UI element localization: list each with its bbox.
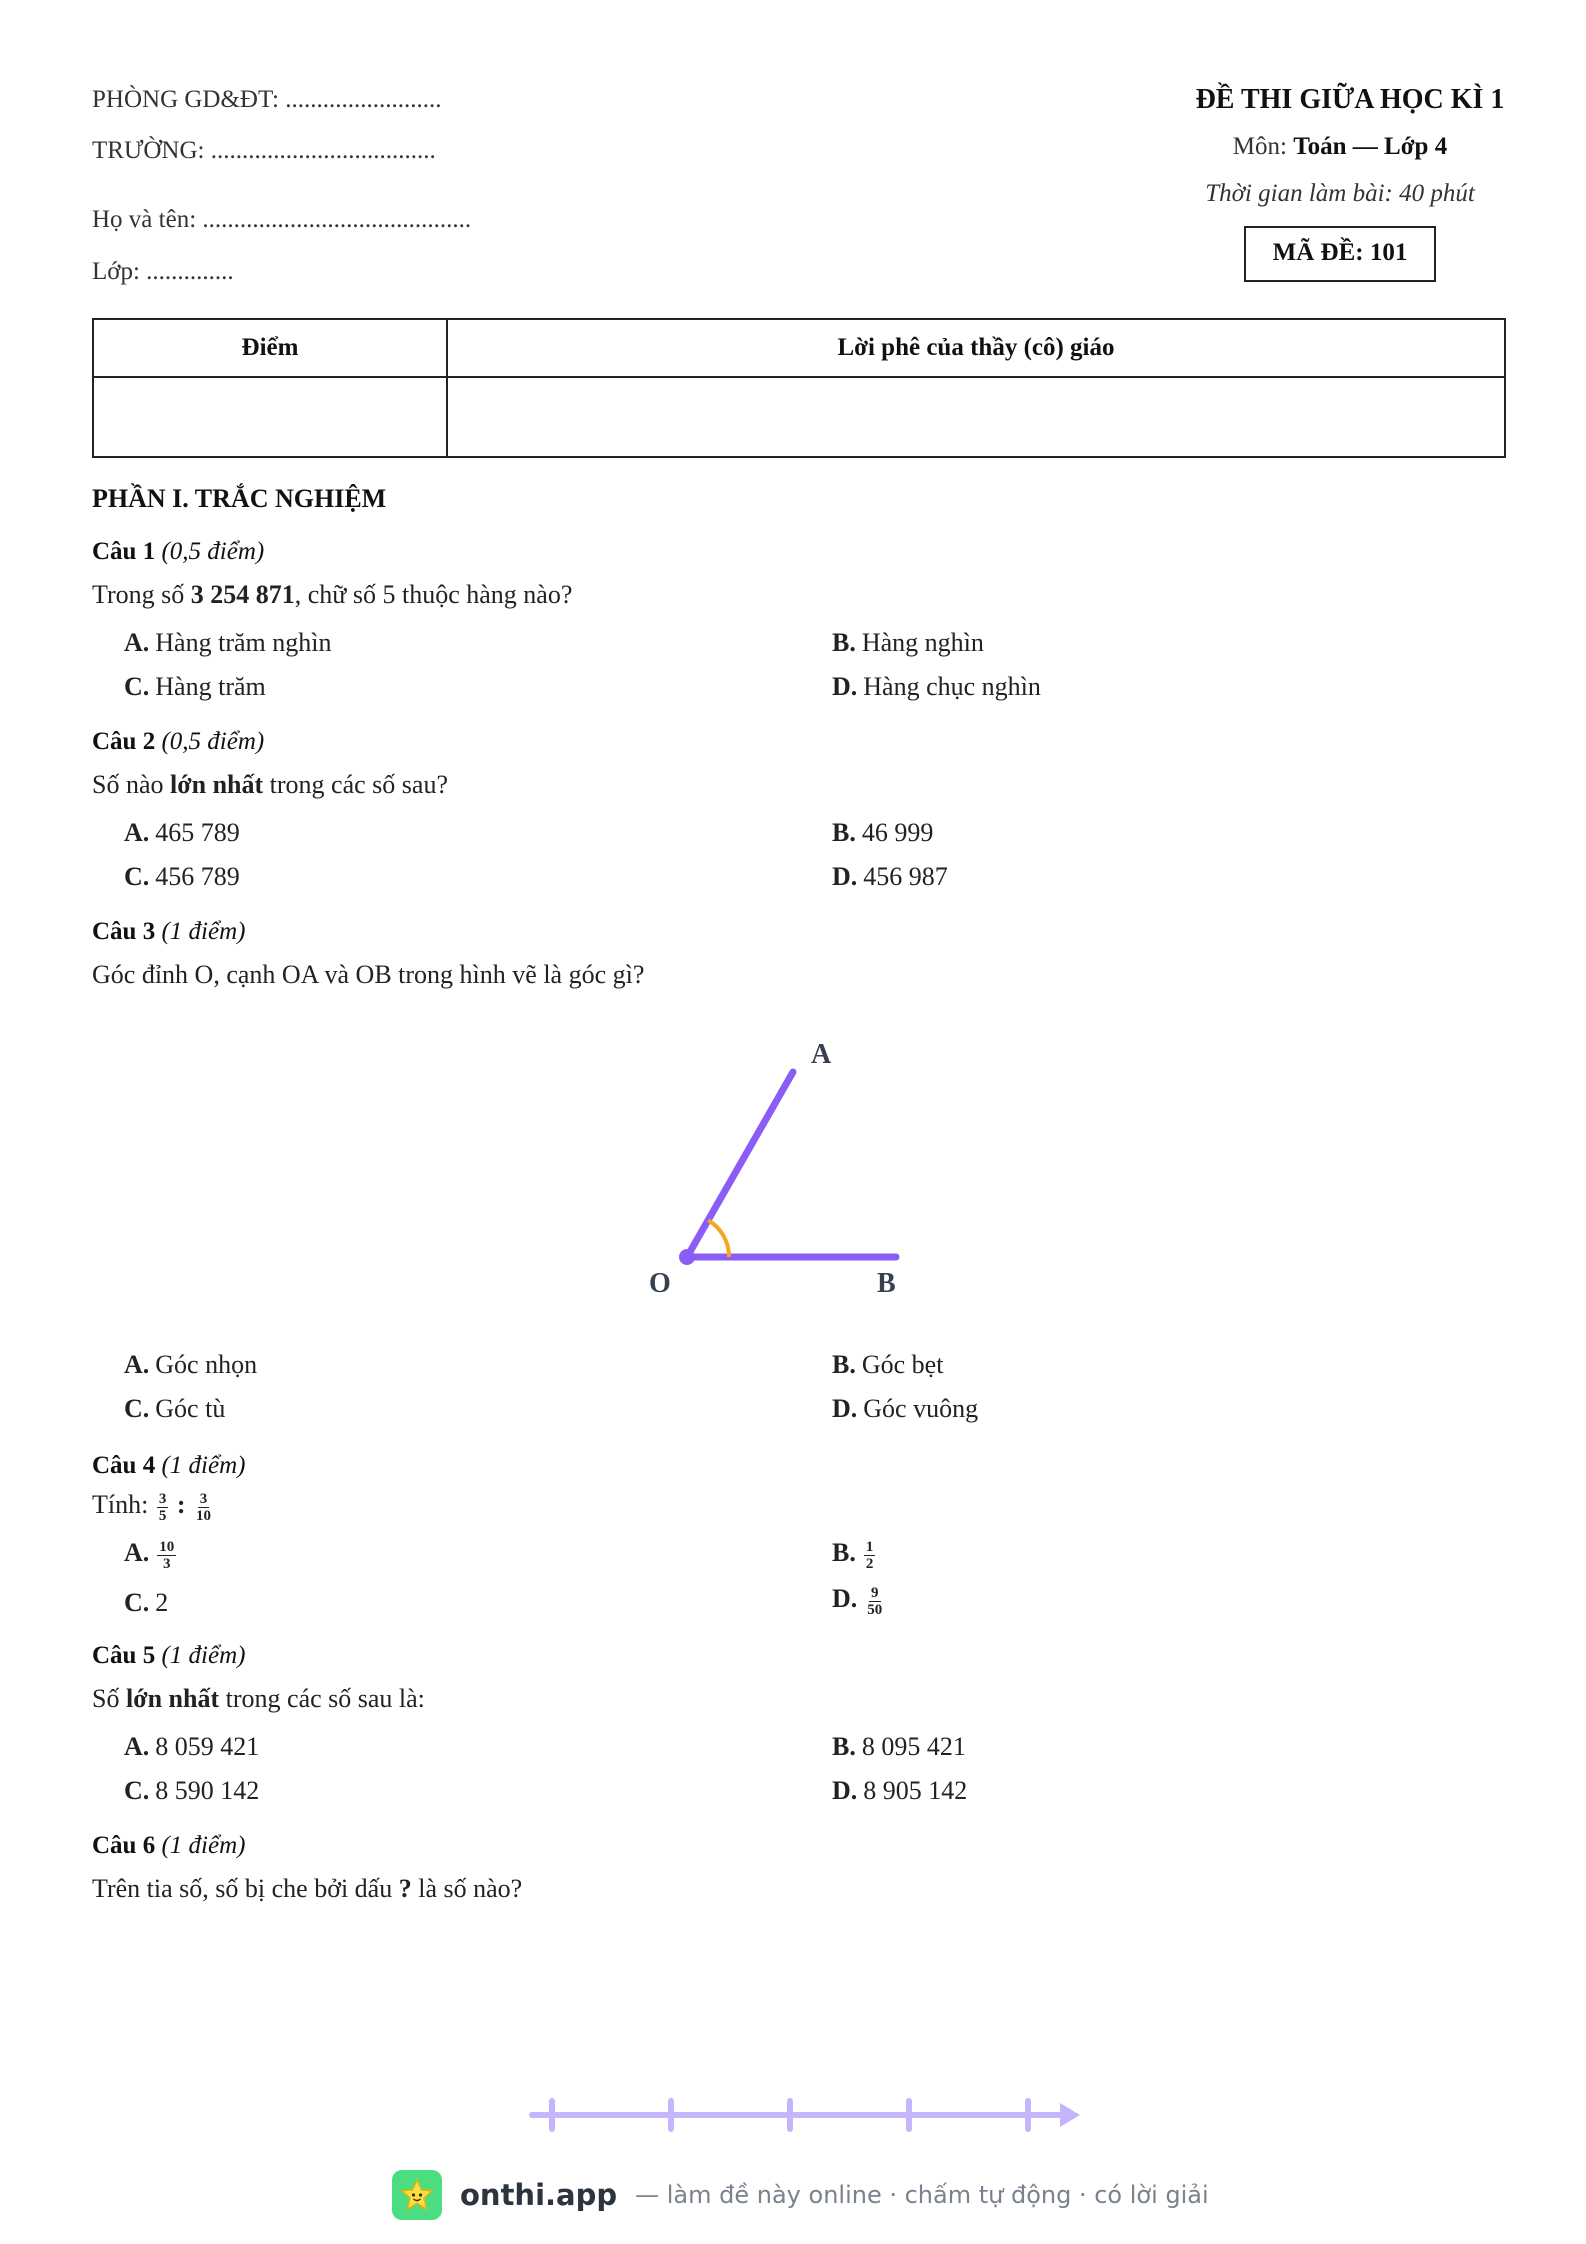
q1-text-post: , chữ số 5 thuộc hàng nào? xyxy=(294,580,573,609)
exam-title-wrap xyxy=(1100,84,1586,116)
q3-option-a-text: Góc nhọn xyxy=(155,1350,258,1379)
q4-option-b-fraction xyxy=(864,1539,876,1572)
q6-text-pre: Trên tia số, số bị che bởi dấu xyxy=(92,1874,399,1903)
lop-field: Lớp: .............. xyxy=(92,258,234,285)
q5-text-pre: Số xyxy=(92,1684,126,1713)
ray-oa xyxy=(687,1072,793,1257)
q2-option-a-text: 465 789 xyxy=(155,818,240,847)
phong-gd-field: PHÒNG GD&ĐT: ......................... xyxy=(92,86,442,113)
logo-badge xyxy=(392,2170,442,2220)
q2-option-b-text: 46 999 xyxy=(861,818,934,847)
q1-option-b[interactable] xyxy=(832,628,984,658)
q1-heading xyxy=(92,538,264,566)
fraction-numerator: 1 xyxy=(865,1538,874,1555)
comment-cell xyxy=(447,377,1505,457)
q5-heading xyxy=(92,1642,245,1670)
time-line: Thời gian làm bài: 40 phút xyxy=(1205,180,1475,207)
q2-option-c-text: 456 789 xyxy=(155,862,240,891)
q4-option-c-text: 2 xyxy=(155,1588,169,1617)
q3-text: Góc đỉnh O, cạnh OA và OB trong hình vẽ là góc gì? xyxy=(92,960,645,989)
q6-text xyxy=(92,1874,522,1904)
q3-option-d[interactable] xyxy=(832,1394,978,1424)
q5-text xyxy=(92,1684,425,1714)
q4-option-d[interactable] xyxy=(832,1584,886,1618)
q2-text xyxy=(92,770,448,800)
option-letter: B. xyxy=(832,628,856,657)
fraction-numerator: 3 xyxy=(158,1490,167,1507)
q2-option-d[interactable] xyxy=(832,862,948,892)
option-letter: C. xyxy=(124,1776,150,1805)
q4-option-a[interactable] xyxy=(124,1538,178,1572)
q2-text-pre: Số nào xyxy=(92,770,170,799)
option-letter: B. xyxy=(832,1538,856,1567)
fraction-denominator: 50 xyxy=(867,1601,883,1618)
option-letter: D. xyxy=(832,1584,858,1613)
q4-fraction-2 xyxy=(194,1491,213,1524)
q4-label: Câu 4 xyxy=(92,1452,156,1479)
exam-code-box: MÃ ĐỀ: 101 xyxy=(1244,226,1436,282)
fraction-numerator: 3 xyxy=(199,1490,208,1507)
grade-col-header: Điểm xyxy=(93,319,447,377)
option-letter: D. xyxy=(832,672,858,701)
option-letter: C. xyxy=(124,862,150,891)
q6-text-post: là số nào? xyxy=(411,1874,523,1903)
footer-bar[interactable] xyxy=(392,2170,1209,2220)
q1-option-d[interactable] xyxy=(832,672,1041,702)
q2-text-bold: lớn nhất xyxy=(170,770,264,799)
q1-label: Câu 1 xyxy=(92,538,156,565)
q3-points: (1 điểm) xyxy=(161,918,246,945)
brand-name: onthi.app xyxy=(460,2178,618,2212)
q2-option-d-text: 456 987 xyxy=(863,862,948,891)
q1-option-a[interactable] xyxy=(124,628,331,658)
option-letter: D. xyxy=(832,862,858,891)
truong-field: TRƯỜNG: .................................... xyxy=(92,137,436,164)
q5-text-post: trong các số sau là: xyxy=(219,1684,425,1713)
ho-ten-field: Họ và tên: ........................................... xyxy=(92,206,472,233)
option-letter: A. xyxy=(124,628,150,657)
q2-option-c[interactable] xyxy=(124,862,240,892)
q4-heading xyxy=(92,1452,245,1480)
q1-points: (0,5 điểm) xyxy=(161,538,265,565)
q4-fraction-1 xyxy=(157,1491,169,1524)
star-icon xyxy=(399,2177,435,2213)
q3-label: Câu 3 xyxy=(92,918,156,945)
q5-option-b[interactable] xyxy=(832,1732,966,1762)
q1-text-bold: 3 254 871 xyxy=(190,580,295,609)
q6-label: Câu 6 xyxy=(92,1832,156,1859)
q2-points: (0,5 điểm) xyxy=(161,728,265,755)
q5-label: Câu 5 xyxy=(92,1642,156,1669)
q3-option-d-text: Góc vuông xyxy=(863,1394,979,1423)
subject-label: Môn: xyxy=(1232,133,1294,160)
q5-option-d-text: 8 905 142 xyxy=(863,1776,968,1805)
q2-label: Câu 2 xyxy=(92,728,156,755)
q1-option-a-text: Hàng trăm nghìn xyxy=(155,628,332,657)
label-b: B xyxy=(877,1268,896,1299)
q2-option-b[interactable] xyxy=(832,818,933,848)
q3-option-b-text: Góc bẹt xyxy=(861,1350,944,1379)
option-letter: B. xyxy=(832,1350,856,1379)
q1-option-b-text: Hàng nghìn xyxy=(861,628,984,657)
comment-col-header: Lời phê của thầy (cô) giáo xyxy=(447,319,1505,377)
option-letter: D. xyxy=(832,1394,858,1423)
option-letter: A. xyxy=(124,818,150,847)
q1-text-pre: Trong số xyxy=(92,580,191,609)
q4-operator: : xyxy=(176,1490,186,1519)
q4-option-d-fraction xyxy=(865,1585,884,1618)
grade-cell xyxy=(93,377,447,457)
q6-heading xyxy=(92,1832,245,1860)
option-letter: B. xyxy=(832,818,856,847)
grade-table xyxy=(92,318,1506,458)
q6-text-bold: ? xyxy=(398,1874,412,1903)
fraction-numerator: 9 xyxy=(871,1584,879,1601)
q4-points: (1 điểm) xyxy=(161,1452,246,1479)
exam-title: ĐỀ THI GIỮA HỌC KÌ 1 xyxy=(1195,84,1505,115)
q5-option-b-text: 8 095 421 xyxy=(861,1732,966,1761)
q5-text-bold: lớn nhất xyxy=(125,1684,220,1713)
option-letter: D. xyxy=(832,1776,858,1805)
q2-option-a[interactable] xyxy=(124,818,240,848)
q3-heading xyxy=(92,918,245,946)
number-line xyxy=(520,2090,1090,2140)
option-letter: C. xyxy=(124,1588,150,1617)
q1-option-d-text: Hàng chục nghìn xyxy=(863,672,1041,701)
fraction-denominator: 3 xyxy=(163,1555,171,1572)
label-a: A xyxy=(811,1039,832,1070)
q2-text-post: trong các số sau? xyxy=(263,770,448,799)
option-letter: A. xyxy=(124,1350,150,1379)
q3-option-a[interactable] xyxy=(124,1350,257,1380)
option-letter: A. xyxy=(124,1538,150,1567)
q1-option-c[interactable] xyxy=(124,672,266,702)
brand-tagline: — làm đề này online · chấm tự động · có lời giải xyxy=(635,2181,1209,2209)
q5-points: (1 điểm) xyxy=(161,1642,246,1669)
angle-arc xyxy=(708,1220,729,1257)
q3-option-c[interactable] xyxy=(124,1394,225,1424)
option-letter: C. xyxy=(124,1394,150,1423)
q5-option-a[interactable] xyxy=(124,1732,259,1762)
fraction-numerator: 10 xyxy=(159,1538,175,1555)
subject-value: Toán — Lớp 4 xyxy=(1293,133,1448,160)
section-title: PHẦN I. TRẮC NGHIỆM xyxy=(92,484,387,513)
q5-option-c[interactable] xyxy=(124,1776,259,1806)
number-line-arrow xyxy=(1060,2103,1080,2127)
fraction-denominator: 10 xyxy=(196,1507,212,1524)
q4-option-b[interactable] xyxy=(832,1538,877,1572)
q4-option-c[interactable] xyxy=(124,1588,168,1618)
q1-option-c-text: Hàng trăm xyxy=(155,672,266,701)
q4-option-a-fraction xyxy=(157,1539,176,1572)
option-letter: B. xyxy=(832,1732,856,1761)
q5-option-c-text: 8 590 142 xyxy=(155,1776,260,1805)
vertex-point xyxy=(679,1249,695,1265)
label-o: O xyxy=(649,1268,671,1299)
q3-option-c-text: Góc tù xyxy=(155,1394,226,1423)
subject-line xyxy=(1100,133,1580,161)
q3-option-b[interactable] xyxy=(832,1350,943,1380)
q6-points: (1 điểm) xyxy=(161,1832,246,1859)
fraction-denominator: 2 xyxy=(865,1555,874,1572)
fraction-denominator: 5 xyxy=(158,1507,167,1524)
q1-text xyxy=(92,580,572,610)
angle-figure xyxy=(600,1010,960,1310)
q4-text-label: Tính: xyxy=(92,1490,155,1519)
q2-heading xyxy=(92,728,264,756)
q5-option-a-text: 8 059 421 xyxy=(155,1732,260,1761)
option-letter: C. xyxy=(124,672,150,701)
option-letter: A. xyxy=(124,1732,150,1761)
q5-option-d[interactable] xyxy=(832,1776,967,1806)
q4-text xyxy=(92,1490,215,1524)
